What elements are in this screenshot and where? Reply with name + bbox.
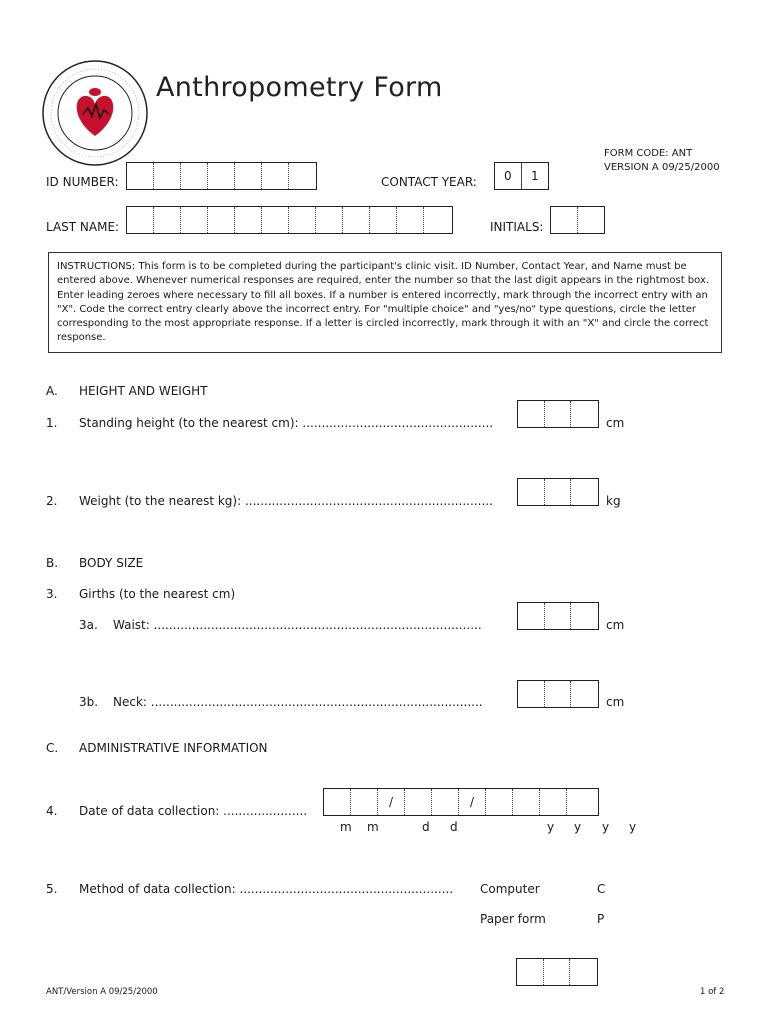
option-computer-code[interactable]: C <box>597 882 606 896</box>
q1-number: 1. <box>46 416 58 430</box>
office-code-digit[interactable] <box>544 959 571 985</box>
id-number-boxes[interactable] <box>126 162 317 190</box>
q1-text: Standing height (to the nearest cm): .................................................. <box>79 416 494 430</box>
footer-version: ANT/Version A 09/25/2000 <box>46 987 158 997</box>
waist-digit[interactable] <box>545 603 572 629</box>
id-digit[interactable] <box>289 163 316 189</box>
last-name-char[interactable] <box>424 207 451 233</box>
height-digit[interactable] <box>518 401 545 427</box>
section-c-letter: C. <box>46 741 59 755</box>
option-paper-label: Paper form <box>480 912 546 926</box>
neck-boxes[interactable] <box>517 680 599 708</box>
date-day-digit[interactable] <box>405 789 432 815</box>
contact-year-boxes[interactable] <box>494 162 549 190</box>
date-year-digit[interactable] <box>513 789 540 815</box>
contact-year-digit[interactable]: 0 <box>495 163 522 189</box>
date-year-digit[interactable] <box>540 789 567 815</box>
last-name-label: LAST NAME: <box>46 220 120 234</box>
id-digit[interactable] <box>235 163 262 189</box>
q3b-number: 3b. <box>79 695 99 709</box>
last-name-char[interactable] <box>127 207 154 233</box>
contact-year-label: CONTACT YEAR: <box>381 175 477 189</box>
q2-text: Weight (to the nearest kg): ................................................................. <box>79 494 493 508</box>
q1-unit: cm <box>606 416 625 430</box>
option-computer-label: Computer <box>480 882 540 896</box>
waist-digit[interactable] <box>571 603 598 629</box>
height-boxes[interactable] <box>517 400 599 428</box>
section-a-letter: A. <box>46 384 58 398</box>
q4-text: Date of data collection: ...................... <box>79 804 308 818</box>
id-digit[interactable] <box>127 163 154 189</box>
date-separator: / <box>378 789 405 815</box>
section-c-title: ADMINISTRATIVE INFORMATION <box>79 741 268 755</box>
last-name-char[interactable] <box>289 207 316 233</box>
waist-boxes[interactable] <box>517 602 599 630</box>
id-digit[interactable] <box>154 163 181 189</box>
date-month-digit[interactable] <box>324 789 351 815</box>
last-name-char[interactable] <box>316 207 343 233</box>
initial-char[interactable] <box>578 207 604 233</box>
weight-boxes[interactable] <box>517 478 599 506</box>
page-title: Anthropometry Form <box>156 72 443 103</box>
weight-digit[interactable] <box>518 479 545 505</box>
initial-char[interactable] <box>551 207 578 233</box>
q3b-unit: cm <box>606 695 625 709</box>
last-name-char[interactable] <box>208 207 235 233</box>
section-b-title: BODY SIZE <box>79 556 144 570</box>
height-digit[interactable] <box>571 401 598 427</box>
office-code-digit[interactable] <box>517 959 544 985</box>
last-name-char[interactable] <box>370 207 397 233</box>
q5-number: 5. <box>46 882 58 896</box>
height-digit[interactable] <box>545 401 572 427</box>
neck-digit[interactable] <box>571 681 598 707</box>
last-name-boxes[interactable] <box>126 206 453 234</box>
initials-boxes[interactable] <box>550 206 605 234</box>
option-paper-code[interactable]: P <box>597 912 605 926</box>
neck-digit[interactable] <box>545 681 572 707</box>
last-name-char[interactable] <box>235 207 262 233</box>
date-year-digit[interactable] <box>486 789 513 815</box>
id-digit[interactable] <box>262 163 289 189</box>
date-label-y: y <box>602 820 610 834</box>
last-name-char[interactable] <box>343 207 370 233</box>
page-number: 1 of 2 <box>700 987 725 997</box>
date-year-digit[interactable] <box>567 789 594 815</box>
section-a-title: HEIGHT AND WEIGHT <box>79 384 208 398</box>
q3a-text: Waist: ...................................................................................... <box>113 618 482 632</box>
waist-digit[interactable] <box>518 603 545 629</box>
q2-number: 2. <box>46 494 58 508</box>
date-label-y: y <box>574 820 582 834</box>
q3-text: Girths (to the nearest cm) <box>79 587 236 601</box>
office-code-digit[interactable] <box>570 959 597 985</box>
last-name-char[interactable] <box>262 207 289 233</box>
jackson-heart-study-logo <box>40 58 150 168</box>
last-name-char[interactable] <box>397 207 424 233</box>
id-number-label: ID NUMBER: <box>46 175 119 189</box>
date-label-y: y <box>547 820 555 834</box>
date-label-d: d <box>422 820 430 834</box>
last-name-char[interactable] <box>154 207 181 233</box>
neck-digit[interactable] <box>518 681 545 707</box>
q3-number: 3. <box>46 587 58 601</box>
date-label-m: m <box>367 820 379 834</box>
q2-unit: kg <box>606 494 621 508</box>
q3b-text: Neck: ....................................................................................... <box>113 695 483 709</box>
q5-text: Method of data collection: ........................................................ <box>79 882 454 896</box>
id-digit[interactable] <box>181 163 208 189</box>
initials-label: INITIALS: <box>490 220 544 234</box>
date-month-digit[interactable] <box>351 789 378 815</box>
q3a-unit: cm <box>606 618 625 632</box>
office-code-boxes[interactable] <box>516 958 598 986</box>
date-day-digit[interactable] <box>432 789 459 815</box>
weight-digit[interactable] <box>571 479 598 505</box>
id-digit[interactable] <box>208 163 235 189</box>
instructions-box: INSTRUCTIONS: This form is to be completed during the participant's clinic visit. ID Number, Contact Year, and Name must be entered above. Whenever numerical responses are required, enter the number so that the last digit appears in the rightmost box. Enter leading zeroes where necessary to fill all boxes. If a number is entered incorrectly, mark through the incorrect entry with an "X". Code the correct entry clearly above the incorrect entry. For "multiple choice" and "yes/no" type questions, circle the letter corresponding to the most appropriate response. If a letter is circled incorrectly, mark through it with an "X" and circle the correct response. <box>48 252 722 353</box>
date-boxes[interactable] <box>323 788 599 816</box>
last-name-char[interactable] <box>181 207 208 233</box>
contact-year-digit[interactable]: 1 <box>530 169 539 183</box>
q3a-number: 3a. <box>79 618 98 632</box>
date-label-m: m <box>340 820 352 834</box>
form-version: VERSION A 09/25/2000 <box>604 162 720 173</box>
q4-number: 4. <box>46 804 58 818</box>
date-label-y: y <box>629 820 637 834</box>
date-separator: / <box>459 789 486 815</box>
weight-digit[interactable] <box>545 479 572 505</box>
date-label-d: d <box>450 820 458 834</box>
section-b-letter: B. <box>46 556 59 570</box>
form-code: FORM CODE: ANT <box>604 148 693 159</box>
